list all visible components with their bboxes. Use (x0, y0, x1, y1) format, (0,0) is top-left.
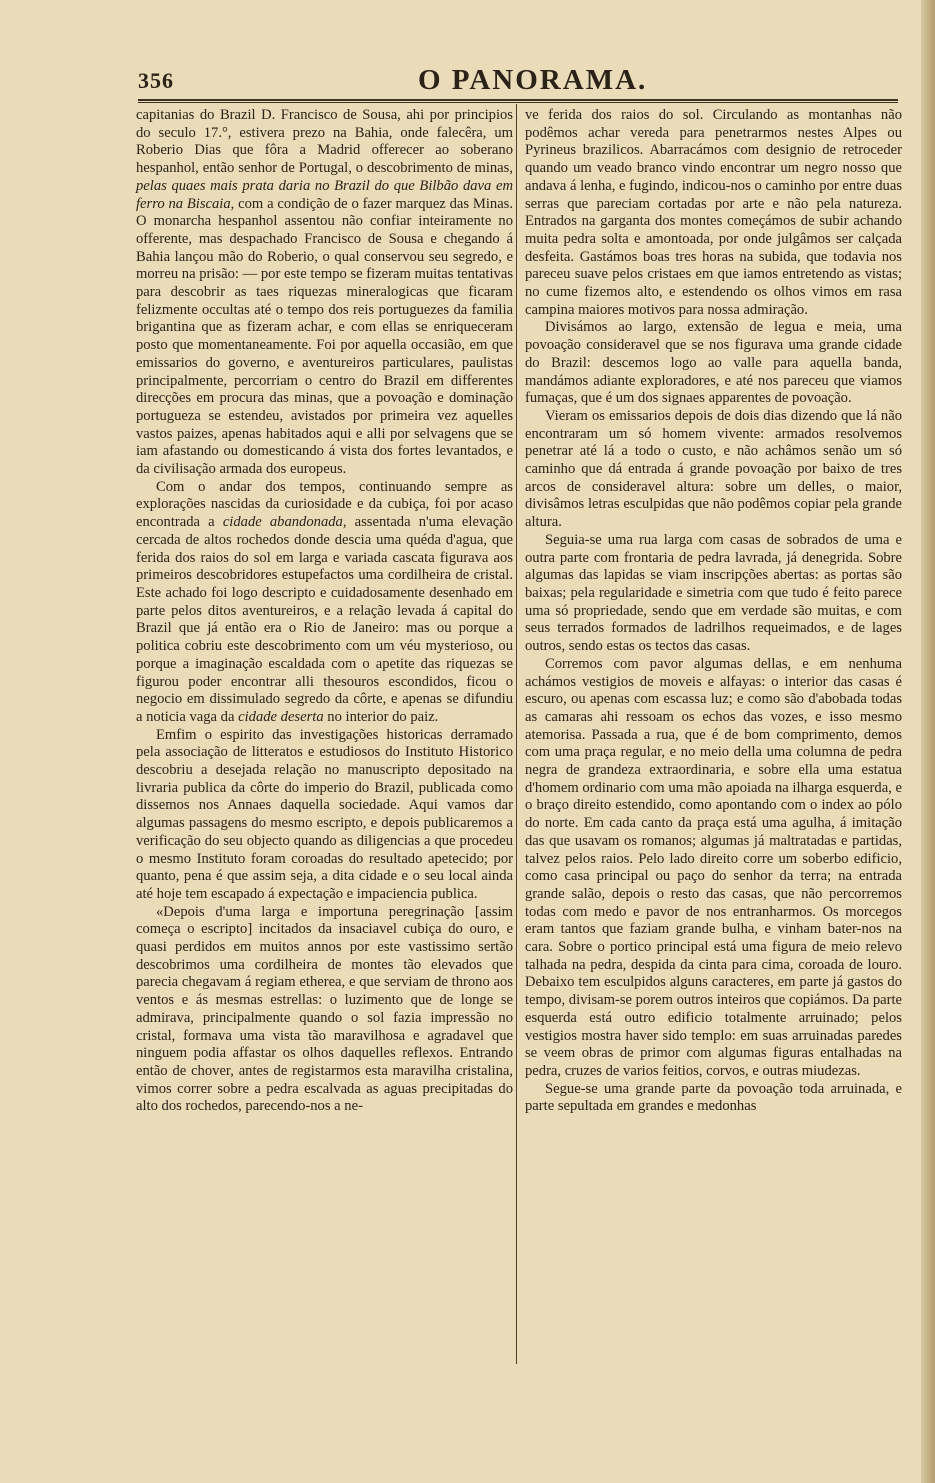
text-run: Vieram os emissarios depois de dois dias dizendo que lá não encontraram um só homem vivente: armados resolvemos penetrar até lá a todo o custo, e não achâmos senão um só caminho que dá entrada á grande povoação por baixo de tres arcos de consideravel altura: sobre um delles, o maior, divisâmos letras esculpidas que não podêmos copiar pela grande altura. (525, 407, 902, 531)
italic-run: cidade deserta (238, 708, 324, 725)
paragraph (136, 904, 513, 1116)
right-column (525, 107, 902, 1116)
page-header (138, 62, 898, 96)
text-run: «Depois d'uma larga e importuna peregrinação [assim começa o escripto] incitados da insaciavel cubiça do ouro, e quasi perdidos em muitos annos por este vastissimo sertão descobrimos uma cordilheira de montes tão elevados que parecia chegavam á regiam etherea, e que serviam de throno aos ventos e ás mesmas estrellas: o luzimento que de longe se admirava, principalmente quando o sol fazia impressão no cristal, formava uma vista tão maravilhosa e agradavel que ninguem podia affastar os olhos daquelles reflexos. Entrando então de chover, antes de registarmos esta maravilha cristalina, vimos correr sobre a pedra escalvada as aguas precipitadas do alto dos rochedos, parecendo-nos a ne- (136, 903, 513, 1115)
left-column (136, 107, 513, 1116)
text-run: , com a condição de o fazer marquez das Minas. O monarcha hespanhol assentou não confiar inteiramente no offerente, mas despachado Francisco de Sousa e chegando á Bahia lançou mão do Roberio, o qual conservou seu segredo, e morreu na prisão: — por este tempo se fizeram muitas tentativas para descobrir as taes riquezas mineralogicas que ficaram felizmente occultas até o tempo dos reis portuguezes da familia brigantina que as fizeram achar, e com ellas se enriqueceram posto que momentaneamente. Foi por aquella occasião, em que emissarios do governo, e aventureiros particulares, paulistas principalmente, percorriam o centro do Brazil em differentes direcções em procura das minas, que a povoação e dominação portugueza se estendeu, avistados por primeira vez aquelles vastos paizes, apenas habitados aqui e alli por selvagens que se iam afastando ou domesticando á vista dos fortes levantados, e da civilisação armada dos europeus. (136, 195, 513, 478)
text-run: Seguia-se uma rua larga com casas de sobrados de uma e outra parte com frontaria de pedra lavrada, já denegrida. Sobre algumas das lapidas se viam inscripções abertas: as portas são baixas; pela regularidade e simetria com que tudo é feito parece uma só propriedade, sendo que em verdade são muitas, e com seus terrados formados de ladrilhos requeimados, e de lages outros, sendo estas os tectos das casas. (525, 531, 902, 655)
paragraph (525, 107, 902, 319)
italic-run: cidade abandonada (222, 514, 343, 531)
paragraph (136, 727, 513, 904)
italic-run: pelas quaes mais prata daria no Brazil do que Bilbão dava em ferro na Biscaia (136, 177, 513, 212)
header-rule (138, 99, 898, 103)
column-divider (516, 104, 517, 1364)
text-run: , assentada n'uma elevação cercada de altos rochedos donde descia uma quéda d'agua, que ferida dos raios do sol em larga e variada cascata figurava aos primeiros descobridores estupefactos uma cordilheira de cristal. Este achado foi logo descripto e cuidadosamente desenhado em parte pelos ditos aventureiros, e a relação levada á capital do Brazil que já então era o Rio de Janeiro: mas ou porque a politica cobriu este descobrimento com um véu mysterioso, ou porque a imaginação escaldada com o apetite das riquezas se figurou poder encontrar alli thesouros escondidos, ficou o negocio em dissimulado segredo da côrte, e apenas se difundiu a noticia vaga da (136, 514, 513, 725)
paragraph (136, 479, 513, 727)
text-run: no interior do paiz. (323, 708, 439, 725)
paragraph (136, 107, 513, 479)
page-number: 356 (138, 68, 174, 93)
text-run: Segue-se uma grande parte da povoação toda arruinada, e parte sepultada em grandes e medonhas (525, 1080, 902, 1115)
text-run: Emfim o espirito das investigações historicas derramado pela associação de litteratos e estudiosos do Instituto Historico descobriu a desejada relação no manuscripto depositado na livraria publica da côrte do imperio do Brazil, publicada como dissemos nos Annaes daquella sociedade. Aqui vamos dar algumas passagens do mesmo escripto, e depois publicaremos a verificação do seu objecto quando as diligencias a que procedeu o mesmo Instituto foram coroadas do resultado apetecido; por quanto, pena é que assim seja, a dita cidade e o seu local ainda até hoje tem escapado á expectação e impaciencia publica. (136, 726, 513, 902)
paragraph (525, 656, 902, 1081)
paragraph (525, 408, 902, 532)
paragraph (525, 532, 902, 656)
journal-title: O PANORAMA. (418, 64, 648, 96)
text-run: Divisámos ao largo, extensão de legua e meia, uma povoação consideravel que se nos figurava uma grande cidade do Brazil: descemos logo ao valle para aquella banda, mandámos adiante exploradores, e até nos pareceu que viamos fumaças, que é um dos signaes apparentes de povoação. (525, 319, 902, 407)
paragraph (525, 1081, 902, 1116)
page-edge (921, 0, 935, 1483)
text-run: ve ferida dos raios do sol. Circulando as montanhas não podêmos achar vereda para penetrarmos nestes Alpes ou Pyrineus brazilicos. Abarracámos com designio de retroceder quando um veado branco vindo encontrar um negro nosso que andava á lenha, e fugindo, indicou-nos o caminho por entre duas serras que pareciam cortadas por arte e não pela natureza. Entrados na garganta dos montes começámos de subir achando muita pedra solta e amontoada, por onde julgâmos ser calçada desfeita. Gastámos boas tres horas na subida, que todavia nos pareceu suave pelos cristaes em que iamos entretendo as vistas; no cume fizemos alto, e estendendo os olhos vimos em rasa campina maiores motivos para nossa admiração. (525, 107, 902, 318)
text-run: Corremos com pavor algumas dellas, e em nenhuma achámos vestigios de moveis e alfayas: o interior das casas é escuro, ou apenas com escassa luz; e como são d'abobada todas as camaras ahi ressoam os echos das vozes, e isso mesmo atemorisa. Passada a rua, que é de bom comprimento, demos com uma praça regular, e no meio della uma columna de pedra negra de grandeza extraordinaria, e sobre ella uma estatua d'homem ordinario com uma mão apoiada na ilharga esquerda, e o braço direito estendido, como apontando com o index ao pólo do norte. Em cada canto da praça está uma agulha, á imitação das que usavam os romanos; algumas já maltratadas e partidas, talvez pelos raios. Pelo lado direito corre um soberbo edificio, como casa principal ou paço do senhor da terra; na entrada grande salão, depois o resto das casas, que não percorremos todas com medo e pavor de nos entranharmos. Os morcegos eram tantos que faziam grande bulha, e vinham bater-nos na cara. Sobre o portico principal está uma figura de meio relevo talhada na pedra, despida da cinta para cima, coroada de louro. Debaixo tem esculpidos alguns caracteres, em parte já gastos do tempo, divisam-se porem outros inteiros que copiámos. Da parte esquerda está outro edificio totalmente arruinado; pelos vestigios mostra haver sido templo: em suas arruinadas paredes se veem obras de primor com algumas figuras entalhadas na pedra, cruzes de varios feitios, corvos, e outras miudezas. (525, 655, 902, 1079)
text-run: capitanias do Brazil D. Francisco de Sousa, ahi por principios do seculo 17.°, estivera prezo na Bahia, onde falecêra, um Roberio Dias que fôra a Madrid offerecer ao soberano hespanhol, então senhor de Portugal, o descobrimento de minas, (136, 107, 513, 177)
paragraph (525, 319, 902, 408)
text-run: Com o andar dos tempos, continuando sempre as explorações nascidas da curiosidade e da cubiça, foi por acaso encontrada a (136, 478, 513, 531)
